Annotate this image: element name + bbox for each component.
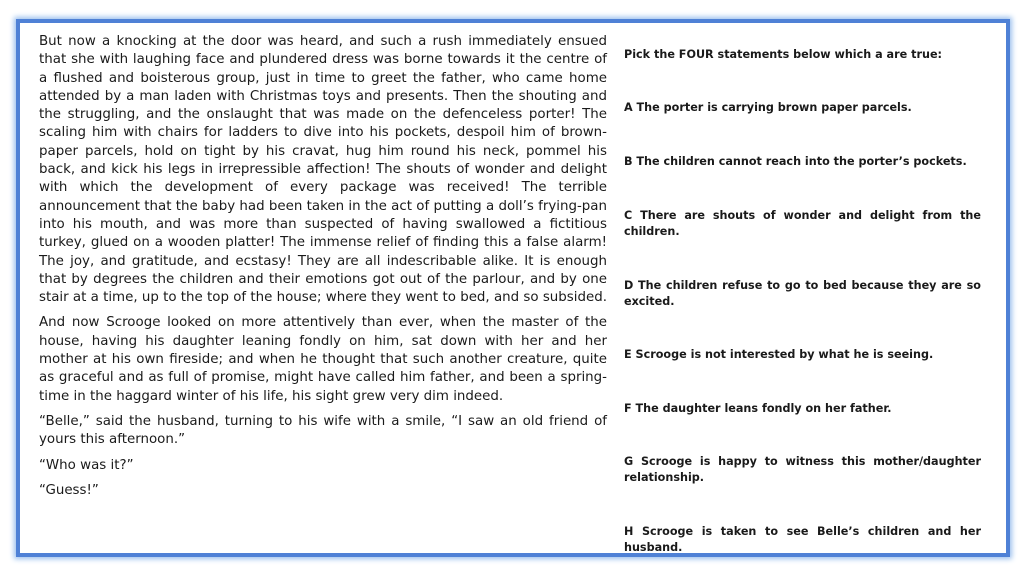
passage-paragraph-3: “Belle,” said the husband, turning to his wife with a smile, “I saw an old friend of yours this afternoon.” <box>39 413 607 448</box>
statement-e: E Scrooge is not interested by what he is seeing. <box>624 348 934 361</box>
question-instruction: Pick the FOUR statements below which a are true: <box>624 48 943 61</box>
statement-f: F The daughter leans fondly on her father. <box>624 402 892 415</box>
passage-text <box>39 33 607 507</box>
passage-paragraph-1: But now a knocking at the door was heard, and such a rush immediately ensued that she with laughing face and plundered dress was borne towards it the centre of a flushed and boisterous group, just in time to greet the father, who came home attended by a man laden with Christmas toys and presents. Then the shouting and the struggling, and the onslaught that was made on the defenceless porter! The scaling him with chairs for ladders to dive into his pockets, despoil him of brown-paper parcels, hold on tight by his cravat, hug him round his neck, pommel his back, and kick his legs in irrepressible affection! The shouts of wonder and delight with which the development of every package was received! The terrible announcement that the baby had been taken in the act of putting a doll’s frying-pan into his mouth, and was more than suspected of having swallowed a fictitious turkey, glued on a wooden platter! The immense relief of finding this a false alarm! The joy, and gratitude, and ecstasy! They are all indescribable alike. It is enough that by degrees the children and their emotions got out of the parlour, and by one stair at a time, up to the top of the house; where they went to bed, and so subsided. <box>39 34 607 306</box>
statement-b: B The children cannot reach into the porter’s pockets. <box>624 155 967 168</box>
statement-c: C There are shouts of wonder and delight from the children. <box>624 209 981 238</box>
statement-g: G Scrooge is happy to witness this mother/daughter relationship. <box>624 455 981 484</box>
passage-paragraph-4: “Who was it?” <box>39 457 134 473</box>
statement-h: H Scrooge is taken to see Belle’s children and her husband. <box>624 525 981 554</box>
passage-paragraph-5: “Guess!” <box>39 482 99 498</box>
statement-a: A The porter is carrying brown paper parcels. <box>624 101 912 114</box>
passage-paragraph-2: And now Scrooge looked on more attentively than ever, when the master of the house, having his daughter leaning fondly on him, sat down with her and her mother at his own fireside; and when he thought that such another creature, quite as graceful and as full of promise, might have called him father, and been a spring-time in the haggard winter of his life, his sight grew very dim indeed. <box>39 315 607 404</box>
statement-d: D The children refuse to go to bed because they are so excited. <box>624 279 981 308</box>
